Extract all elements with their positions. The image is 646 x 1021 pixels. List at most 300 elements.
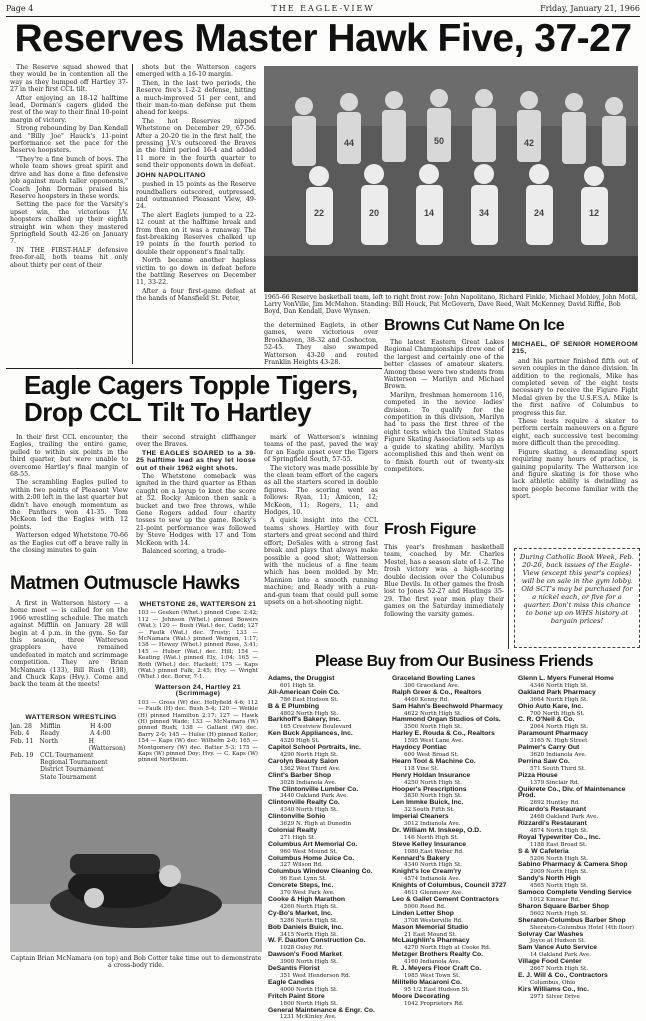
business-name: Barkhoff's Bakery, Inc. [268,717,386,724]
business-address: 4574 Indianola Ave. [392,876,512,883]
browns-subhead: MICHAEL, OF SENIOR HOMEROOM 215, [512,341,638,356]
book-week-notice: During Catholic Book Week, Feb. 20-26, back issues of the Eagle-View (except this year's copies) will be on sale in the gym lobby. Old SCT's may be purchased for a nickel each, or five for a quarter. Don't miss this chance to bone up on WHS history at bargain prices! [514,548,640,648]
business-address: 4250 North High St. [392,780,512,787]
business-listing [392,828,512,842]
business-listing [392,717,512,731]
business-listing [268,800,386,814]
business-name: Dawson's Food Market [268,952,386,959]
business-name: Columbus Art Memorial Co. [268,842,386,849]
business-address: 300 Graceland Ave. [392,683,512,690]
business-listing [518,849,640,863]
business-listing [518,676,640,690]
reserves-p12: North became another hapless victim to go down in defeat before the battling Reserves on December 11, 33-22. [136,257,256,287]
business-listing [518,835,640,849]
business-listing [518,876,640,890]
business-name: Royal Typewriter Co., Inc. [518,835,640,842]
svg-text:42: 42 [524,138,534,148]
business-address: 600 West Broad St. [392,752,512,759]
business-listing [518,690,640,704]
schedule-row: Regional Tournament [10,759,132,766]
business-address: 3028 Indianola Ave. [268,780,386,787]
business-address: 3629 N. High at Dunedin [268,821,386,828]
business-name: Clintonville Sohio [268,814,386,821]
business-name: Haydocy Pontiac [392,745,512,752]
business-listing [518,745,640,759]
business-name: R. J. Meyers Floor Craft Co. [392,966,512,973]
business-listing [392,842,512,856]
business-address: 1080 East Weber Rd. [392,849,512,856]
business-name: Sharon Square Barber Shop [518,904,640,911]
business-name: Samoco Complete Vending Service [518,890,640,897]
business-address: 571 South Third St. [518,766,640,773]
business-listing [268,690,386,704]
browns-p4: These tests require a skater to perform certain maneuvers on a figure eight, each successive test becoming more difficult than the preceding. [512,418,638,448]
business-name: Sam Vance Auto Service [518,945,640,952]
business-address: 4611 Glenmawr Ave. [392,890,512,897]
business-address: 3415 North High St. [268,932,386,939]
business-name: Perrina Saw Co. [518,759,640,766]
schedule-row: Feb. 19 CCL Tournament [10,752,132,759]
business-name: Sheraton-Columbus Barber Shop [518,918,640,925]
business-name: Columbus Window Cleaning Co. [268,869,386,876]
business-listing [518,704,640,718]
reserves-p1: The Reserve squad showed that they would be in contention all the way as they bumped off Hartley 37-27 in their first CCL tilt. [10,64,128,94]
eagle-headline [24,372,374,432]
reserves-p7: shots but the Watterson cagers emerged with a 16-10 margin. [136,64,256,79]
business-address: 2692 Huntley Rd. [518,800,640,807]
business-address: 3620 Indianola Ave. [518,752,640,759]
business-listing [392,690,512,704]
business-name: Capitol School Portraits, Inc. [268,745,386,752]
browns-p1: The latest Eastern Great Lakes Regional Championships drew one of the largest and certainly one of the better classes of amateur skaters. Among these were two students from Watterson — Marilyn and Michael Brown. [384,339,504,391]
business-listing [392,952,512,966]
reserves-p8: Then, in the last two periods, the Reserve five's 1-2-2 defense, hitting a much-improved 51 per cent, and their man-to-man defense put them ahead for keeps. [136,80,256,117]
business-name: Bob Daniels Buick, Inc. [268,925,386,932]
business-listing [392,800,512,814]
business-address: 4160 Indianola Ave. [392,959,512,966]
business-listing [268,704,386,718]
business-name: Adams, the Druggist [268,676,386,683]
business-address: 3664 North High St. [518,697,640,704]
business-name: All-American Coin Co. [268,690,386,697]
business-name: Concrete Steps, Inc. [268,883,386,890]
business-name: S & W Cafeteria [518,849,640,856]
business-address: 4622 North High St. [392,711,512,718]
schedule-row: Feb. 11 North H (Watterson) [10,738,132,752]
business-address: 4565 North High St. [518,883,640,890]
business-name: Ohio Auto Kare, Inc. [518,704,640,711]
business-name: The Clintonville Lumber Co. [268,787,386,794]
business-name: Knights of Columbus, Council 3727 [392,883,512,890]
business-address: 370 West Park Ave. [268,890,386,897]
eagle-p1: In their first CCL encounter, the Eagles, trailing the entire game, pulled to within six points in the third quarter, but were unable to overcome Hartley's final margin of 68-55. [10,434,128,478]
business-name: Ralph Greer & Co., Realtors [392,690,512,697]
business-address: 146 North High St. [392,835,512,842]
business-name: Leo & Gallet Cement Contractors [392,897,512,904]
matmen-body [10,600,128,712]
eagle-p6: Balanced scoring, a trade- [136,548,256,555]
page-header [6,4,640,16]
business-address: 4270 North High at Cooke Rd. [392,945,512,952]
eagle-col-2 [136,434,256,572]
section-rule [6,368,382,369]
business-listing [392,883,512,897]
business-name: Imperial Cleaners [392,814,512,821]
business-address: 165 Crestview Boulevard [268,724,386,731]
eagle-p7: mark of Watterson's winning teams of the past, paved the way for an Eagle upset over the Tigers of Springfield South, 57-55. [264,434,378,464]
business-address: 4340 North High St. [268,807,386,814]
business-name: E. J. Will & Co., Contractors [518,973,640,980]
business-listing [518,890,640,904]
business-listing [518,959,640,973]
team-photo [264,66,638,292]
business-listing [518,904,640,918]
business-name: Ken Buck Appliances, Inc. [268,731,386,738]
business-name: Columbus Home Juice Co. [268,856,386,863]
business-address: 351 West Henderson Rd. [268,973,386,980]
business-col-1 [268,676,386,982]
business-address: 21 East Mound St. [392,932,512,939]
matmen-headline: Matmen Outmuscle Hawks [10,574,260,596]
business-listing [518,918,640,932]
business-name: Metzger Brothers Realty Co. [392,952,512,959]
reserves-p11: The alert Eaglets jumped to a 22-12 count at the halftime break and from then on it was a runaway. The fast-breaking Reserves chalked up 19 points in the fourth period to double their opponent's final tally. [136,212,256,256]
business-listing [518,945,640,959]
business-listing [268,952,386,966]
schedule-row: District Tournament [10,766,132,773]
eagle-p8: The victory was made possible by the clean team effort of the cagers as all the starters scored in double figures. The scoring went as follows: Ryan, 11; Amicon, 12; McKeon, 11; Rogers, 11; and Hodges, 10. [264,465,378,517]
business-name: Eagle Candies [268,980,386,987]
business-listing [392,787,512,801]
business-address: 14 Oakland Park Ave. [518,952,640,959]
business-address: 95 1/2 East Hudson St. [392,987,512,994]
browns-p3: and his partner finished fifth out of seven couples in the dance division. In addition to the regionals, Mike has completed seven of the eight tests necessary to receive the Figure Fight Medal given by the U.S.F.S.A. Mike is the first native of Columbus to progress this far. [512,358,638,417]
business-address: 1379 Sinclair Rd. [518,780,640,787]
business-listing [392,759,512,773]
business-address: 4802 North High St. [268,711,386,718]
business-address: 3500 North High St. [392,724,512,731]
schedule-row: State Tournament [10,774,132,781]
reserves-continued: the determined Eaglets, in other games, were victorious over Brookhaven, 38-32 and Coshocton, 52-45. They also swamped Watterson 43-20 and routed Franklin Heights 43-28. [264,322,378,368]
business-listing [268,856,386,870]
business-listing [268,897,386,911]
business-address: 4874 North High St. [518,828,640,835]
business-name: Paramount Pharmacy [518,731,640,738]
business-address: 1595 West Lane Ave. [392,738,512,745]
business-listing [268,787,386,801]
business-listing [392,676,512,690]
business-address: 1188 East Broad St. [518,842,640,849]
business-name: Glenn L. Myers Funeral Home [518,676,640,683]
business-name: Moore Decorating [392,994,512,1001]
business-name: Carolyn Beauty Salon [268,759,386,766]
frosh-headline: Frosh Figure [384,522,504,540]
business-listing [518,862,640,876]
business-address: 4340 North High St. [392,862,512,869]
frosh-body: This year's freshman basketball team, coached by Mr. Charles Mestel, has a season slate of 1-2. The frosh victory was a high-scoring double decision over the Columbus Blue Devils. In other games the frosh lost to Jones 52-27 and Hastings 35-29. The first year men play their games on the Saturday immediately following the varsity games. [384,544,504,650]
business-name: Steve Kelley Insurance [392,842,512,849]
business-name: B & E Plumbing [268,704,386,711]
eagle-col-1 [10,434,128,572]
business-address: 118 Vine St. [392,766,512,773]
business-listing [392,814,512,828]
business-col-2 [392,676,512,982]
business-name: Clint's Barber Shop [268,773,386,780]
business-listing [518,731,640,745]
business-name: Graceland Bowling Lanes [392,676,512,683]
eagle-p2: The scrambling Eagles pulled to within two points of Pleasant View with 2:00 left in the last quarter but didn't have enough momentum as the Panthers won 41-35. Tom McKeon led the Eagles with 12 points. [10,479,128,531]
business-address: 2971 Silver Drive [518,994,640,1001]
col-divider [508,339,509,649]
business-address: Sheraton-Columbus Hotel (4th floor) [518,925,640,932]
browns-col-1 [384,339,504,521]
business-listing [392,994,512,1008]
business-listing [518,773,640,787]
business-name: W. F. Dauton Construction Co. [268,938,386,945]
business-name: Sandy's North High [518,876,640,883]
business-address: 3165 N. High Street [518,738,640,745]
svg-text:20: 20 [369,208,379,218]
reserves-p6: IN THE FIRST-HALF defensive free-for-all, both teams hit only about thirty per cent of their [10,247,128,269]
browns-col-2 [512,339,638,517]
eagle-p5: The Whetstone comeback was ignited in the third quarter as Ethan caught on a layup to knot the score at 52. Rocky Amicon then sank a bucket and two free throws, while Gene Rogers added four charity tosses to sew up the game. Rocky's 21-point performance was followed by Steve Hodges with 17 and Tom McKeon with 14. [136,473,256,547]
business-name: Colonial Realty [268,828,386,835]
business-address: 271 High St. [268,835,386,842]
business-listing [518,759,640,773]
business-name: Henry Holdan Insurance [392,773,512,780]
business-listing [268,869,386,883]
business-name: Fritch Paint Store [268,994,386,1001]
business-listing [518,973,640,987]
business-name: Knight's Ice Cream'ry [392,869,512,876]
col-divider [132,64,133,364]
business-listing [518,787,640,808]
svg-text:22: 22 [314,208,324,218]
reserves-p4: "They're a fine bunch of boys. The whole team shows great spirit and drive and has done a fine defensive job against much taller opponents," Coach John Dorman praised his Reserve hoopsters in these words. [10,156,128,200]
business-headline: Please Buy from Our Business Friends [268,654,640,674]
business-listing [268,759,386,773]
eagle-col-3 [264,434,378,654]
business-listing [268,980,386,994]
business-address: 4346 North High St. [518,683,640,690]
business-name: Cy-Bo's Market, Inc. [268,911,386,918]
business-listing [392,938,512,952]
business-listing [392,856,512,870]
business-address: 3012 Indianola Ave. [392,821,512,828]
business-name: Kirs Williams Co., Inc. [518,987,640,994]
business-address: 1800 North High St. [268,1001,386,1008]
svg-text:24: 24 [534,208,544,218]
business-name: Pizza House [518,773,640,780]
business-address: 700 North High St. [518,711,640,718]
svg-text:50: 50 [434,136,444,146]
business-address: 3900 North High St. [268,959,386,966]
business-address: 2468 Oakland Park Ave. [518,814,640,821]
business-address: 4320 High St. [268,738,386,745]
business-address: 96 East Lynn St. [268,876,386,883]
reserves-p13: After a four first-game defeat at the hands of Mansfield St. Peter, [136,288,256,303]
svg-text:14: 14 [424,208,434,218]
business-name: Ricardo's Restaurant [518,807,640,814]
business-name: Harley E. Rouda & Co., Realtors [392,731,512,738]
business-address: 960 West Mound St. [268,849,386,856]
business-name: Linden Letter Shop [392,911,512,918]
business-col-3 [518,676,640,982]
business-address: 4000 North High St. [268,987,386,994]
result1-body: 103 — Geeken (Whet.) pinned Cope. 2:42; 112 — Johnson (Whet.) pinned Bowers (Wat.); 120 — Bush (Wat.) dec. Cadd; 127 — Faulk (Wat.) dec. Trusty; 133 — McNamara (Wat.) pinned Wengen, 1:17; 138 — Hewey (Whet.) pinned Rose, 3:41; 145 — Huber (Wat.) dec. Hill; 154 — Keating (Wat.) pinned Ely, 1:04; 165 — Roth (Whet.) dec. Hackett; 175 — Kaps (Wat.) pinned Falk, 2:45; Hvy. — Wright (Whet.) dec. Borer, 7-1. [138,610,258,680]
business-listing [392,745,512,759]
business-listing [268,966,386,980]
business-name: Len Immke Buick, Inc. [392,800,512,807]
business-address: 2667 North High St. [518,966,640,973]
schedule-row: Jan. 28 Mifflin H 4:00 [10,723,132,730]
business-name: Hammond Organ Studios of Cols. [392,717,512,724]
business-address: 4260 North High St. [268,904,386,911]
business-name: DeSantis Florist [268,966,386,973]
paper-name: THE EAGLE-VIEW [6,4,640,13]
eagle-headline-line1: Eagle Cagers Topple Tigers, [24,372,374,399]
business-listing [392,911,512,925]
business-listing [518,807,640,821]
eagle-p9: A quick insight into the CCL teams shows Hartley with four starters and great second and third effort; DeSales with a strong fast break and plays that always make possible a good shot; Watterson with the nucleus of a fine team which has been molded by Mr. Mannion into a smooth running machine; and Ready with a run-and-gun team that could pull some upsets on a hot-shooting night. [264,517,378,606]
business-address: 2909 North High St. [518,869,640,876]
business-listing [268,925,386,939]
business-name: General Maintenance & Engr. Co. [268,1008,386,1015]
business-listing [392,966,512,980]
business-listing [268,828,386,842]
business-name: Palmer's Carry Out [518,745,640,752]
business-address: 3830 North High St. [392,793,512,800]
business-address: Columbus, Ohio [518,980,640,987]
svg-text:12: 12 [589,208,599,218]
business-listing [268,773,386,787]
business-name: Kennard's Bakery [392,856,512,863]
result2-title: Watterson 24, Hartley 21 (Scrimmage) [138,685,258,698]
business-name: Sam Hahn's Beechwold Pharmacy [392,704,512,711]
business-address: 4290 North High St. [268,752,386,759]
reserves-p9: The hot Reserves nipped Whetstone on December 29, 67-56. After a 20-20 tie in the first half, the pressing J.V.'s outscored the Braves in the third period 16-4 and added 11 more in the fourth quarter to send their opponents down in defeat. [136,118,256,170]
business-name: McLaughlin's Pharmacy [392,938,512,945]
wrestler-caption: Captain Brian McNamara (on top) and Bob Cotter take time out to demonstrate a cross-body ride. [10,955,262,979]
browns-p5: Figure skating, a demanding sport requiring many hours of practice, is gaining popularity. The Watterson ice and figure skating is for those who lack athletic ability is dwindling as more people become familiar with the sport. [512,449,638,501]
business-listing [268,731,386,745]
reserves-subhead: JOHN NAPOLITANO [136,172,256,179]
business-name: C. R. O'Neil & Co. [518,717,640,724]
business-name: Hearn Tool & Machine Co. [392,759,512,766]
reserves-p2: After enjoying an 18-12 halftime lead, Dorman's cagers glided the rest of the way to their final 10-point margin of victory. [10,95,128,125]
matmen-p1: A first in Watterson history — a home meet — is called for on the 1966 wrestling schedule. The match against Mifflin on January 28 will begin at 4 p.m. in the gym. So far this season, three Watterson grapplers have remained undefeated in match and scrimmage competition. They are Brian McNamara (133), Bill Rush (138), and Chuck Kaps (Hvy.). Come and back the team at the meets! [10,600,128,689]
issue-date: Friday, January 21, 1966 [540,4,640,13]
business-listing [268,1008,386,1021]
eagle-subhead: THE EAGLES SOARED to a 39-25 halftime lead as they let loose out of their 1962 eight shots. [136,450,256,472]
business-address: 1012 Kinnear Rd. [518,897,640,904]
business-name: Mason Memorial Studio [392,925,512,932]
business-address: Joyce at Hudson St. [518,938,640,945]
business-listing [518,987,640,1001]
business-listing [268,883,386,897]
business-address: 2064 North High St. [518,724,640,731]
business-name: Clintonville Realty Co. [268,800,386,807]
business-listing [392,869,512,883]
svg-text:34: 34 [479,208,489,218]
business-listing [268,842,386,856]
business-address: 5286 North High St. [268,918,386,925]
reserves-col-1 [10,64,128,364]
business-address: 1362 West Third Ave. [268,766,386,773]
business-address: 5000 Reed Rd. [392,904,512,911]
business-name: Dr. William M. Inskeep, O.D. [392,828,512,835]
team-photo-caption: 1965-66 Reserve basketball team, left to right front row: John Napolitano, Richard Finkle, Michael Mobley, John Motil, Larry VonVille, Jim McMahon. Standing: Bill Houck, Pat McGovern, Dave Reed, Walt McKenney, David Riffle, Bob Boyd, Dan Kendall, Dave Wynsen. [264,294,638,318]
business-address: 327 Wilson Rd. [268,862,386,869]
svg-text:44: 44 [344,138,354,148]
business-name: Cooke & High Marathon [268,897,386,904]
eagle-p4: their second straight cliffhanger over the Braves. [136,434,256,449]
business-address: 786 East Hudson St. [268,697,386,704]
business-address: 1028 Oxley Rd. [268,945,386,952]
schedule-title: WATTERSON WRESTLING [10,714,132,721]
browns-p2: Marilyn, freshman homeroom 116, competed in the novice ladies' division. To qualify for the competition in this division, Marilyn had to pass the first three of the eight tests which the United States Figure Skating Association sets up as a guide to skating ability. Marilyn accomplished this and then went on to finish fourth out of twenty-six competitors. [384,392,504,473]
business-address: 32 South Fifth St. [392,807,512,814]
reserves-p10: pushed in 15 points as the Reserve roundballers outscored, outpressed, and outmanned Pleasant View, 49-24. [136,181,256,211]
business-name: Hooper's Prescriptions [392,787,512,794]
reserves-headline: Reserves Master Hawk Five, 37-27 [6,19,640,61]
business-name: Rizzardi's Restaurant [518,821,640,828]
business-listing [268,938,386,952]
business-name: Militello Macaroni Co. [392,980,512,987]
business-address: 1985 West Town St. [392,973,512,980]
business-listing [392,773,512,787]
business-listing [268,814,386,828]
business-address: 3440 Oakland Park Ave. [268,793,386,800]
business-listing [392,980,512,994]
business-address: 1042 Proprietors Rd. [392,1001,512,1008]
business-name: Village Food Center [518,959,640,966]
schedule-row: Feb. 4 Ready A 4:00 [10,730,132,737]
business-address: 3708 Westerville Rd. [392,918,512,925]
business-listing [392,897,512,911]
wrestler-photo [10,794,262,952]
business-address: 4460 Kenny Rd. [392,697,512,704]
business-name: Sabino Pharmacy & Camera Shop [518,862,640,869]
business-name: Solvray Car Washes [518,932,640,939]
reserves-p3: Strong rebounding by Dan Kendall and "Billy Joe" Hauck's 11-point performance set the pace for the Reserve hoopsters. [10,125,128,155]
business-listing [268,994,386,1008]
eagle-headline-line2: Drop CCL Tilt To Hartley [24,399,374,426]
business-name: Oakland Park Pharmacy [518,690,640,697]
business-address: 5602 North High St. [518,911,640,918]
business-listing [268,745,386,759]
business-listing [268,717,386,731]
business-listing [518,717,640,731]
result1-title: WHETSTONE 26, WATTERSON 21 [138,602,258,608]
reserves-p5: Setting the pace for the Varsity's upset win, the victorious J.V. hoopsters chalked up their eighth straight win when they mastered Springfield South 42-26 on January 7. [10,201,128,245]
business-address: 1231 McKinley Ave. [268,1014,386,1021]
eagle-p3: Watterson edged Whetstone 70-66 as the Eagles cut off a brave rally in the closing minutes to gain [10,532,128,554]
business-listing [392,704,512,718]
business-listing [518,932,640,946]
business-listing [392,925,512,939]
page-number: Page 4 [6,4,33,13]
reserves-col-2 [136,64,256,364]
business-listing [518,821,640,835]
match-results [138,600,258,790]
business-listing [268,911,386,925]
business-address: 601 High St. [268,683,386,690]
result2-body: 103 — Gross (W) dec. Hollyfield 4-6; 112 — Faulk (H) dec. Bush 5-4; 120 — Weikle (H) pinned Hamilton 2:17; 127 — Hawk (H) pinned Wade; 133 — McNamara (W) pinned Bush; 138 — Gallant (W) dec. Barry 2-0; 145 — Hulse (H) pinned Koller; 154 — Kaps (W) dec. Wilhelm 2-0; 165 — Montgomery (W) dec. Batter 5-3; 175 — Kaps (W) pinned Doy; Hvy. — C. Kaps (W) pinned Northeim. [138,700,258,764]
business-listing [392,731,512,745]
business-address: 5206 North High St. [518,856,640,863]
business-listing [268,676,386,690]
